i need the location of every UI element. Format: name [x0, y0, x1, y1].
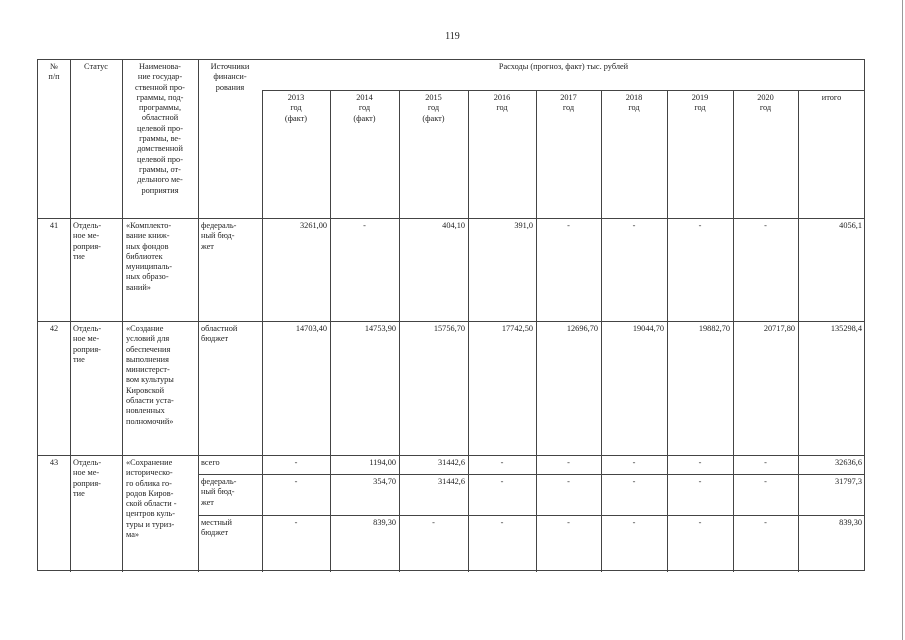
row-43-number: 43: [49, 458, 59, 467]
row-43-value-2-2: 354,70: [373, 477, 396, 486]
row-43-value-2-4: -: [500, 477, 504, 486]
col-divider-year-7: [667, 90, 668, 572]
row-43-value-2-7: -: [698, 477, 702, 486]
row-42-value-1-6: 19044,70: [632, 324, 664, 333]
row-41-status: Отдель- ное ме- роприя- тие: [73, 221, 102, 261]
header-status: Статус: [84, 62, 108, 71]
row-42-value-1-4: 17742,50: [501, 324, 533, 333]
row-42-source-1: областной бюджет: [201, 324, 238, 344]
header-year-6: 2018 год: [625, 93, 643, 113]
col-divider-year-9: [798, 90, 799, 572]
row-41-value-1-1: 3261,00: [300, 221, 327, 230]
row-41-value-1-4: 391,0: [514, 221, 533, 230]
header-name: Наименова- ние государ- ственной про- граммы, под- программы, областной целевой про- граммы, ве- домственной целевой про- граммы, от- дельного ме- роприятия: [135, 62, 185, 195]
row-43-value-1-7: -: [698, 458, 702, 467]
row-43-value-3-4: -: [500, 518, 504, 527]
row-41-value-1-6: -: [632, 221, 636, 230]
header-source: Источники финанси- рования: [210, 62, 250, 92]
row-43-value-1-3: 31442,6: [438, 458, 465, 467]
header-expenses: Расходы (прогноз, факт) тыс. рублей: [498, 62, 629, 71]
col-divider-year-4: [468, 90, 469, 572]
row-43-value-2-9: 31797,3: [835, 477, 862, 486]
row-43-value-3-3: -: [432, 518, 435, 527]
row-43-value-1-5: -: [567, 458, 570, 467]
row-42-number: 42: [49, 324, 59, 333]
row-43-name: «Сохранение историческо- го облика го- родов Киров- ской области - центров куль- туры и туриз- ма»: [126, 458, 177, 540]
header-year-2: 2014 год (факт): [353, 93, 376, 123]
row-41-value-1-2: -: [363, 221, 366, 230]
row-43-value-3-5: -: [567, 518, 570, 527]
row-41-value-1-9: 4056,1: [839, 221, 862, 230]
row-43-sub-line-1: [198, 474, 865, 475]
col-divider-year-8: [733, 90, 734, 572]
row-43-value-3-9: 839,30: [839, 518, 862, 527]
row-41-number: 41: [49, 221, 59, 230]
row-42-value-1-7: 19882,70: [698, 324, 730, 333]
col-divider-year-3: [399, 90, 400, 572]
row-43-value-3-8: -: [764, 518, 767, 527]
header-bottom-line: [38, 218, 865, 219]
header-year-8: 2020 год: [757, 93, 774, 113]
header-year-7: 2019 год: [691, 93, 709, 113]
col-divider-year-2: [330, 90, 331, 572]
header-number: № п/п: [48, 62, 60, 82]
row-43-value-2-8: -: [764, 477, 767, 486]
row-43-value-1-8: -: [764, 458, 767, 467]
header-year-4: 2016 год: [493, 93, 511, 113]
header-split-line: [262, 90, 865, 91]
row-43-value-1-9: 32636,6: [835, 458, 862, 467]
row-41-bottom-line: [38, 321, 865, 322]
row-43-source-3: местный бюджет: [201, 518, 232, 538]
row-43-value-2-1: -: [294, 477, 298, 486]
header-year-5: 2017 год: [560, 93, 577, 113]
page-number: 119: [445, 31, 460, 42]
row-43-value-1-2: 1194,00: [369, 458, 396, 467]
row-43-value-2-5: -: [567, 477, 570, 486]
row-41-value-1-3: 404,10: [442, 221, 465, 230]
row-42-bottom-line: [38, 455, 865, 456]
header-year-1: 2013 год (факт): [284, 93, 308, 123]
row-43-source-1: всего: [201, 458, 220, 467]
row-41-name: «Комплекто- вание книж- ных фондов библиотек муниципаль- ных образо- ваний»: [126, 221, 173, 292]
row-42-value-1-3: 15756,70: [433, 324, 465, 333]
row-43-value-1-1: -: [294, 458, 298, 467]
row-42-value-1-1: 14703,40: [295, 324, 327, 333]
row-43-source-2: федераль- ный бюд- жет: [201, 477, 237, 507]
page-edge-divider: [902, 0, 903, 640]
expenses-table: [37, 59, 865, 571]
row-43-value-2-6: -: [632, 477, 636, 486]
row-42-value-1-9: 135298,4: [830, 324, 862, 333]
row-43-value-3-7: -: [698, 518, 702, 527]
row-42-value-1-8: 20717,80: [763, 324, 795, 333]
row-43-status: Отдель- ное ме- роприя- тие: [73, 458, 102, 498]
col-divider-year-5: [536, 90, 537, 572]
header-year-9: итого: [821, 93, 842, 102]
row-42-status: Отдель- ное ме- роприя- тие: [73, 324, 102, 364]
row-43-sub-line-2: [198, 515, 865, 516]
col-divider-year-6: [601, 90, 602, 572]
row-41-source-1: федераль- ный бюд- жет: [201, 221, 237, 251]
row-43-value-3-1: -: [294, 518, 298, 527]
row-43-value-3-6: -: [632, 518, 636, 527]
row-43-value-1-4: -: [500, 458, 504, 467]
row-43-value-2-3: 31442,6: [438, 477, 465, 486]
col-divider-no: [70, 60, 71, 572]
row-43-value-1-6: -: [632, 458, 636, 467]
row-42-value-1-5: 12696,70: [566, 324, 598, 333]
row-43-value-3-2: 839,30: [373, 518, 396, 527]
col-divider-year-1: [262, 90, 263, 572]
row-41-value-1-5: -: [567, 221, 570, 230]
row-41-value-1-8: -: [764, 221, 767, 230]
col-divider-name: [198, 60, 199, 572]
row-41-value-1-7: -: [698, 221, 702, 230]
row-42-name: «Создание условий для обеспечения выполнения министерст- вом культуры Кировской области уста- новленных полномочий»: [126, 324, 174, 426]
row-42-value-1-2: 14753,90: [364, 324, 396, 333]
header-year-3: 2015 год (факт): [422, 93, 445, 123]
